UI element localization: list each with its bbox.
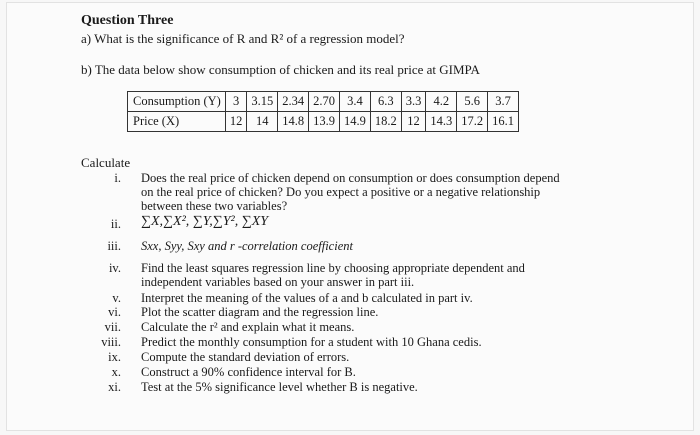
item-number: iv. (108, 261, 121, 275)
table-cell: 13.9 (309, 112, 340, 132)
item-number: vii. (104, 320, 121, 334)
item-line: Find the least squares regression line by choosing appropriate dependent and (141, 261, 525, 275)
question-title: Question Three (81, 13, 174, 28)
part-b-question: b) The data below show consumption of chicken and its real price at GIMPA (81, 62, 480, 77)
item-line: independent variables based on your answer in part iii. (141, 275, 415, 289)
table-row (128, 92, 519, 112)
table-cell: 14.3 (426, 112, 457, 132)
item-line: Construct a 90% confidence interval for B. (141, 365, 356, 379)
item-line: between these two variables? (141, 199, 288, 213)
part-a-question: a) What is the significance of R and R² of a regression model? (81, 31, 405, 46)
item-number: x. (111, 365, 121, 379)
item-line: Calculate the r² and explain what it means. (141, 320, 355, 334)
document-page (6, 2, 694, 431)
item-line: Plot the scatter diagram and the regression line. (141, 305, 379, 319)
item-number: ix. (108, 350, 121, 364)
item-number: vi. (108, 305, 121, 319)
table-cell: 12 (401, 112, 426, 132)
data-table (127, 91, 519, 132)
table-cell: 14.9 (339, 112, 370, 132)
table-cell: 5.6 (457, 92, 488, 112)
table-row (128, 112, 519, 132)
table-cell: 2.70 (309, 92, 340, 112)
item-number: ii. (110, 217, 121, 231)
table-cell: 3 (225, 92, 247, 112)
table-cell: 4.2 (426, 92, 457, 112)
row-label-price: Price (X) (128, 112, 226, 132)
calculate-heading: Calculate (81, 155, 131, 170)
item-line: Test at the 5% significance level whether B is negative. (141, 380, 418, 394)
item-line: Interpret the meaning of the values of a and b calculated in part iv. (141, 291, 473, 305)
table-cell: 14 (247, 112, 278, 132)
table-cell: 12 (225, 112, 247, 132)
table-cell: 14.8 (278, 112, 309, 132)
item-number: viii. (101, 335, 121, 349)
item-number: iii. (107, 239, 121, 253)
item-line: Predict the monthly consumption for a student with 10 Ghana cedis. (141, 335, 482, 349)
table-cell: 18.2 (370, 112, 401, 132)
table-cell: 3.15 (247, 92, 278, 112)
item-line: Compute the standard deviation of errors. (141, 350, 350, 364)
table-cell: 17.2 (457, 112, 488, 132)
row-label-consumption: Consumption (Y) (128, 92, 226, 112)
item-line: Sxx, Syy, Sxy and r -correlation coefficient (141, 239, 353, 253)
item-number: xi. (108, 380, 121, 394)
table-cell: 3.4 (339, 92, 370, 112)
item-line: on the real price of chicken? Do you expect a positive or a negative relationship (141, 185, 541, 199)
item-line: ∑X,∑X², ∑Y,∑Y², ∑XY (141, 214, 269, 229)
table-cell: 6.3 (370, 92, 401, 112)
table-cell: 3.3 (401, 92, 426, 112)
table-cell: 3.7 (488, 92, 519, 112)
item-number: i. (114, 171, 121, 185)
item-line: Does the real price of chicken depend on consumption or does consumption depend (141, 171, 560, 185)
table-cell: 16.1 (488, 112, 519, 132)
item-number: v. (112, 291, 121, 305)
table-cell: 2.34 (278, 92, 309, 112)
